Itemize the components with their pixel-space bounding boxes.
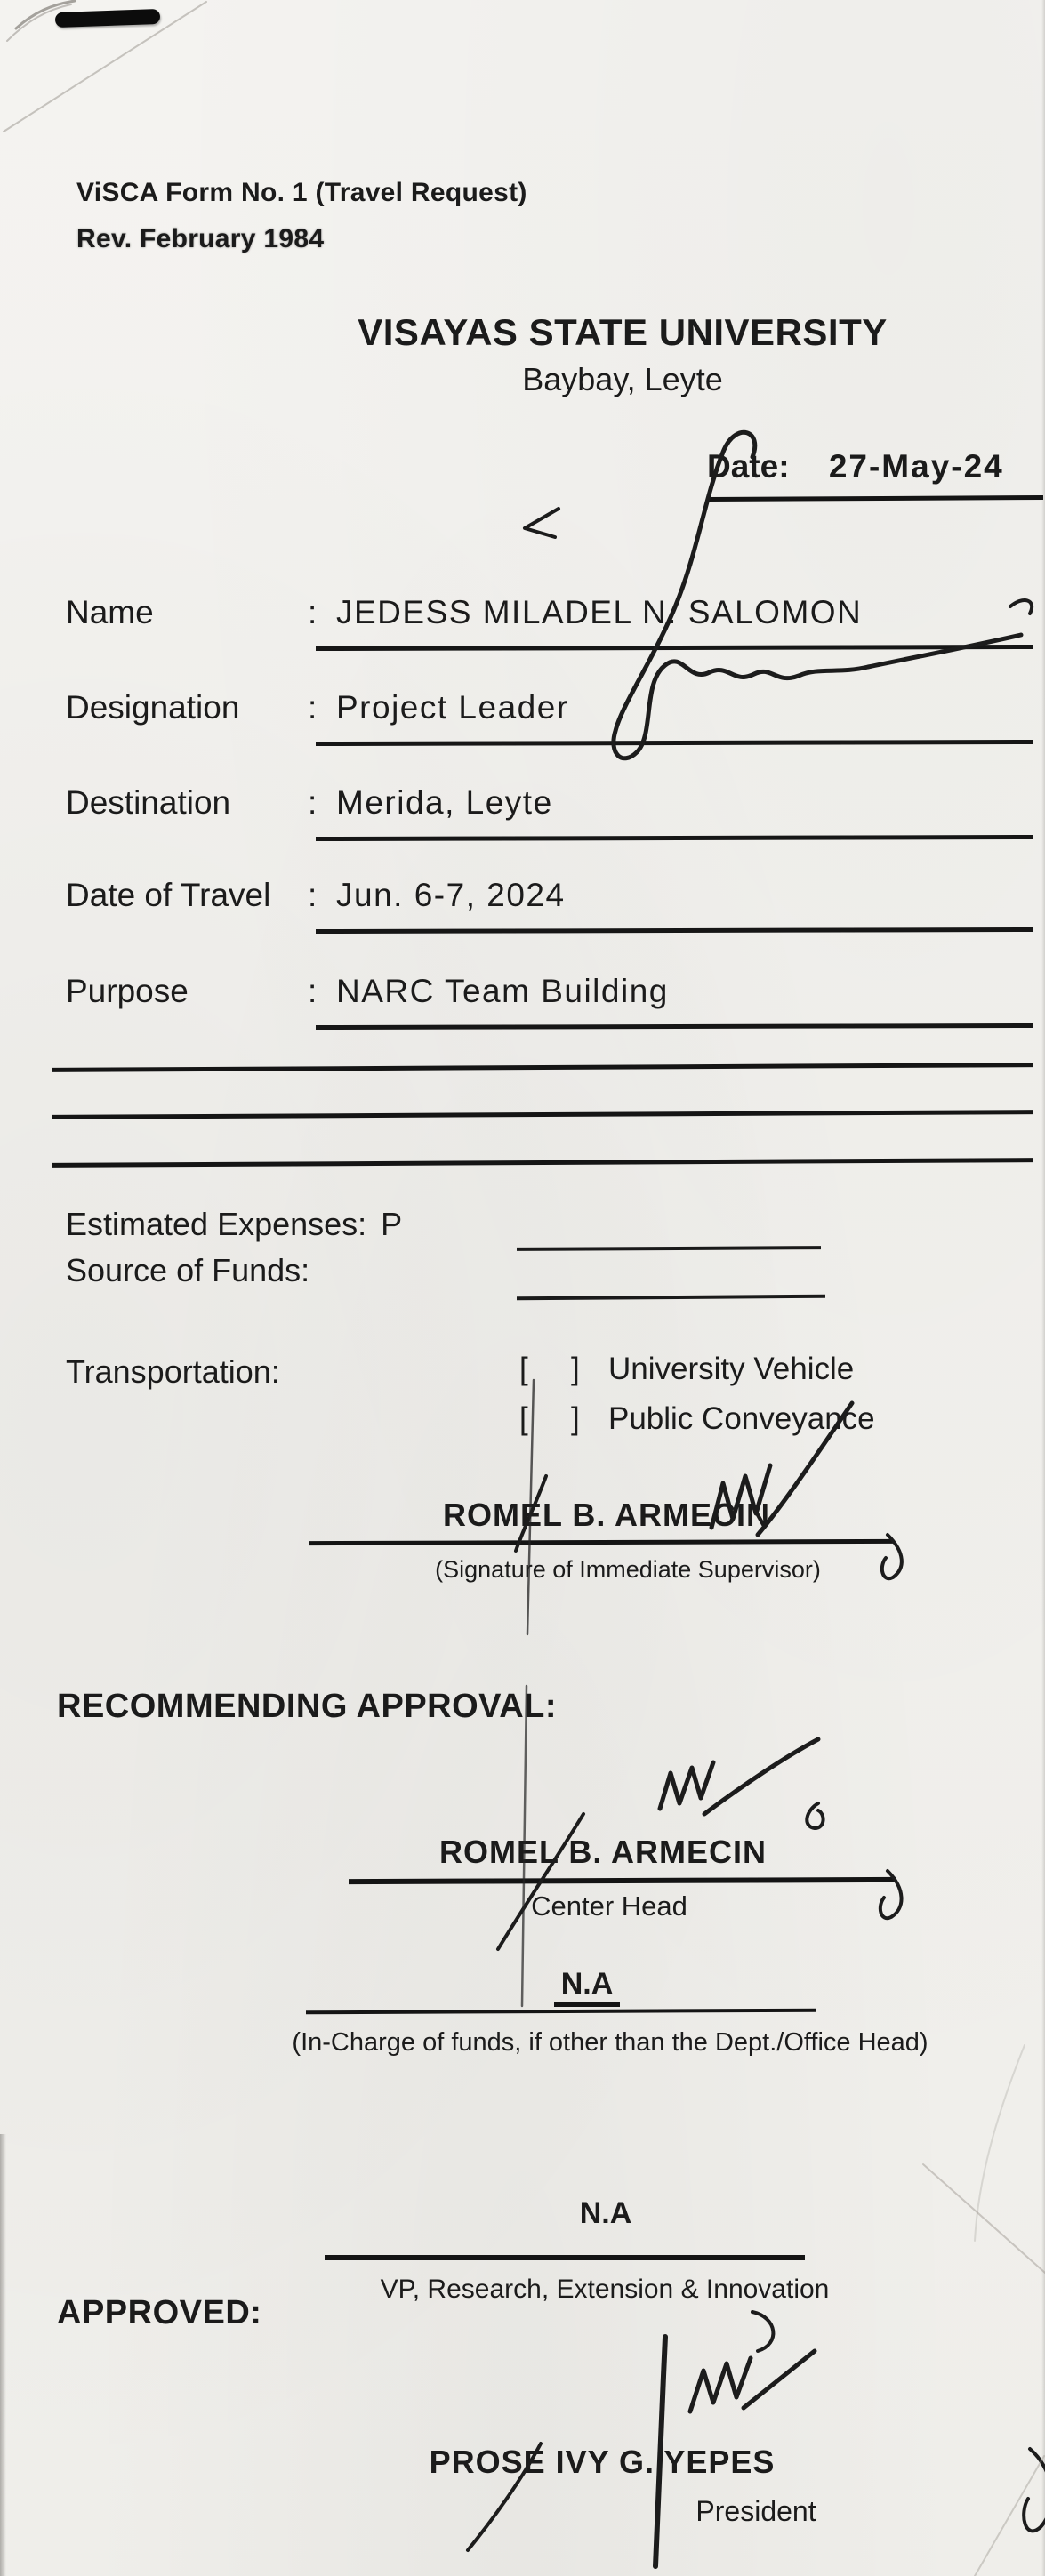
field-value: Jun. 6-7, 2024 [336, 877, 566, 913]
checkbox-close-bracket: ] [571, 1401, 580, 1436]
field-row-purpose [66, 973, 1041, 1010]
estimated-expenses-line [517, 1246, 821, 1251]
field-label: Name [66, 594, 154, 630]
university-name: VISAYAS STATE UNIVERSITY [358, 311, 888, 353]
source-of-funds-label: Source of Funds: [66, 1252, 310, 1288]
field-underline [316, 1023, 1033, 1030]
form-header [293, 311, 952, 398]
blank-line [52, 1110, 1033, 1119]
president-name: PROSE IVY G. YEPES [429, 2444, 776, 2480]
supervisor-signature-line [309, 1539, 894, 1545]
field-label: Designation [66, 689, 240, 726]
option-label: University Vehicle [608, 1352, 855, 1386]
date-label: Date: [707, 448, 790, 485]
field-separator: : [308, 877, 318, 913]
checkbox-open-bracket: [ [519, 1352, 528, 1386]
date-value: 27-May-24 [828, 448, 1004, 485]
field-underline [316, 645, 1033, 651]
source-of-funds-line [517, 1295, 825, 1300]
estimated-expenses-label: Estimated Expenses: [66, 1206, 367, 1242]
field-separator: : [308, 689, 318, 726]
page-edge-shadow-right [1041, 0, 1045, 2576]
field-underline [316, 740, 1033, 746]
approved-heading: APPROVED: [57, 2294, 262, 2331]
funds-in-charge-value: N.A [320, 1967, 854, 2002]
currency-symbol: P [381, 1206, 403, 1242]
blank-line [52, 1063, 1033, 1072]
field-row-designation [66, 689, 1041, 726]
recommending-approval-heading: RECOMMENDING APPROVAL: [57, 1688, 557, 1725]
president-signature [468, 2312, 1045, 2566]
vp-rei-signature-line [325, 2255, 805, 2260]
funds-in-charge-line [306, 2009, 816, 2015]
university-location: Baybay, Leyte [522, 361, 723, 397]
field-value: Project Leader [336, 689, 569, 726]
supervisor-name: ROMEL B. ARMECIN [442, 1497, 770, 1533]
option-public-conveyance [519, 1401, 875, 1437]
field-label: Purpose [66, 973, 189, 1009]
form-number: ViSCA Form No. 1 (Travel Request) [76, 178, 527, 207]
supervisor-caption: (Signature of Immediate Supervisor) [435, 1556, 821, 1583]
field-separator: : [308, 784, 318, 821]
field-value: JEDESS MILADEL N. SALOMON [336, 594, 863, 630]
staple-mark [55, 9, 161, 28]
date-underline [709, 495, 1043, 502]
form-revision: Rev. February 1984 [76, 224, 325, 253]
vp-rei-title: VP, Research, Extension & Innovation [380, 2275, 830, 2304]
vp-rei-value: N.A [579, 2196, 632, 2230]
source-of-funds-row [66, 1252, 309, 1289]
funds-in-charge-caption: (In-Charge of funds, if other than the Dept./Office Head) [292, 2028, 928, 2057]
field-label: Date of Travel [66, 877, 271, 913]
field-value: NARC Team Building [336, 973, 669, 1009]
option-university-vehicle [519, 1352, 854, 1387]
center-head-title: Center Head [531, 1890, 687, 1922]
transportation-label: Transportation: [66, 1353, 280, 1390]
field-row-date-of-travel [66, 877, 1041, 914]
field-separator: : [308, 973, 318, 1009]
field-label: Destination [66, 784, 231, 821]
field-row-name [66, 594, 1041, 631]
date-field [707, 448, 1043, 486]
checkbox-open-bracket: [ [519, 1401, 528, 1436]
blank-line [52, 1158, 1033, 1168]
estimated-expenses-row [66, 1206, 402, 1243]
center-head-signature-line [349, 1877, 896, 1884]
option-label: Public Conveyance [608, 1401, 875, 1436]
field-underline [316, 835, 1033, 841]
field-row-destination [66, 784, 1041, 822]
center-head-name: ROMEL B. ARMECIN [438, 1834, 767, 1870]
field-value: Merida, Leyte [336, 784, 553, 821]
field-underline [316, 927, 1033, 934]
field-separator: : [308, 594, 318, 630]
page-edge-shadow-left [0, 2134, 6, 2576]
checkbox-close-bracket: ] [571, 1352, 580, 1386]
president-title: President [695, 2495, 816, 2527]
